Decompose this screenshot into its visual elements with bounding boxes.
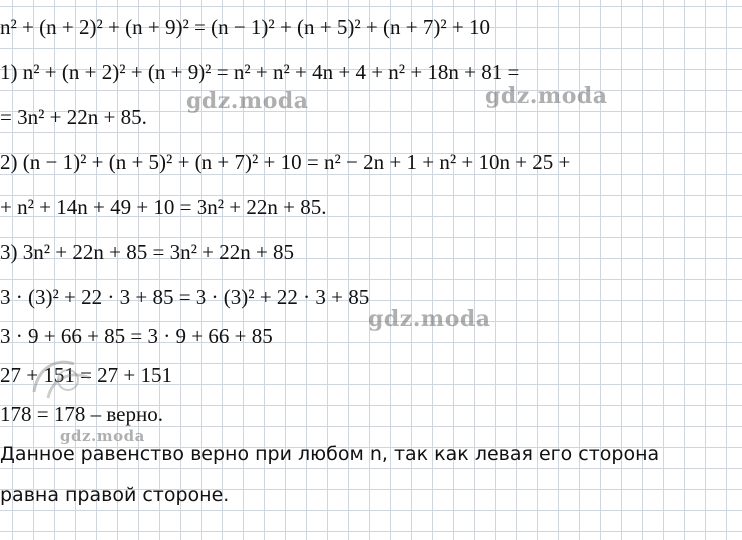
step-3-line-3: 3 · 9 + 66 + 85 = 3 · 9 + 66 + 85 [0,324,273,348]
watermark-bottom-left: gdz.moda [60,427,145,445]
step-3-line-4: 27 + 151 = 27 + 151 [0,363,173,387]
conclusion-line-2: равна правой стороне. [0,484,230,506]
step-3-result: 178 = 178 – верно. [0,402,163,426]
step-1-line-2: = 3n² + 22n + 85. [0,105,147,129]
step-2-line-1: 2) (n − 1)² + (n + 5)² + (n + 7)² + 10 = n² − 2n + 1 + n² + 10n + 25 + [0,150,571,174]
step-2-line-2: + n² + 14n + 49 + 10 = 3n² + 22n + 85. [0,195,327,219]
watermark-middle: gdz.moda [368,306,491,332]
watermark-top-left: gdz.moda [186,88,309,114]
stamp-logo-icon [28,352,104,404]
conclusion-line-1: Данное равенство верно при любом n, так как левая его сторона [0,443,660,465]
step-3-line-2: 3 · (3)² + 22 · 3 + 85 = 3 · (3)² + 22 · 3 + 85 [0,285,370,309]
watermark-top-right: gdz.moda [485,83,608,109]
step-3-line-1: 3) 3n² + 22n + 85 = 3n² + 22n + 85 [0,240,295,264]
equation-statement: n² + (n + 2)² + (n + 9)² = (n − 1)² + (n + 5)² + (n + 7)² + 10 [0,15,490,39]
step-1-line-1: 1) n² + (n + 2)² + (n + 9)² = n² + n² + 4n + 4 + n² + 18n + 81 = [0,60,520,84]
